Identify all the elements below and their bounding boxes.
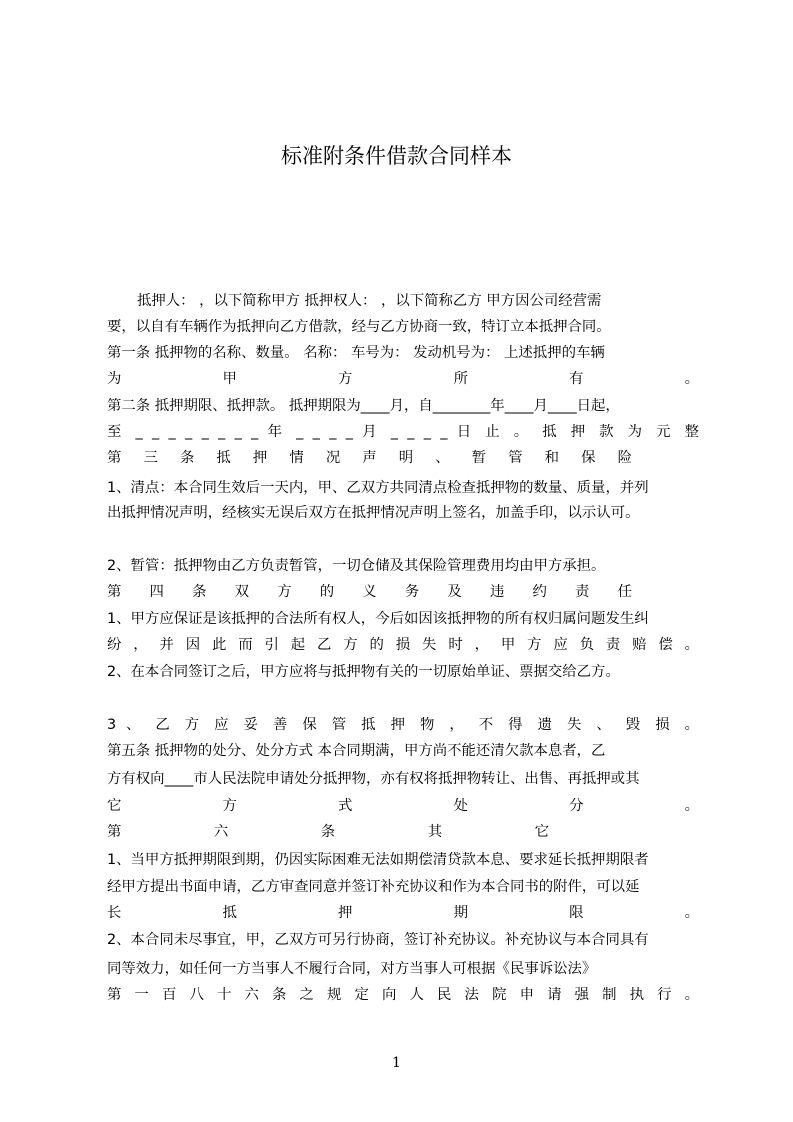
page-number: 1 [392,1055,401,1071]
article-3-heading: 第 三 条 抵 押 情 况 声 明 、 暂 管 和 保 险 [107,450,632,466]
body-line-8: 1、清点：本合同生效后一天内，甲、乙双方共同清点检查抵押物的数量、质量，并列 [107,480,649,496]
body-line-2: 要，以自有车辆作为抵押向乙方借款，经与乙方协商一致，特订立本抵押合同。 [107,319,611,335]
body-line-24: 同等效力，如任何一方当事人不履行合同，对方当事人可根据《民事诉讼法》 [107,961,597,977]
body-line-17: 方有权向____市人民法院申请处分抵押物，亦有权将抵押物转让、出售、再抵押或其 [107,771,640,787]
body-line-10: 2、暂管：抵押物由乙方负责暂管，一切仓储及其保险管理费用均由甲方承担。 [107,558,606,574]
body-line-25: 第 一 百 八 十 六 条 之 规 定 向 人 民 法 院 申 请 强 制 执 行 。 [107,987,699,1003]
body-line-3: 第一条 抵押物的名称、数量。 名称： 车号为： 发动机号为： 上述抵押的车辆 [107,345,605,361]
article-5-line: 第五条 抵押物的处分、处分方式 本合同期满，甲方尚不能还清欠款本息者，乙 [107,743,606,759]
body-line-22: 长 抵 押 期 限 。 [107,905,699,921]
body-line-9: 出抵押情况声明，经核实无误后双方在抵押情况声明上签名，加盖手印，以示认可。 [107,505,640,521]
body-line-4: 为 甲 方 所 有 。 [107,371,699,387]
body-line-12: 1、甲方应保证是该抵押的合法所有权人，今后如因该抵押物的所有权归属问题发生纠 [107,611,649,627]
body-line-13: 纷 ， 并 因 此 而 引 起 乙 方 的 损 失 时 ， 甲 方 应 负 责 赔 偿 。 [107,637,699,653]
body-line-5: 第二条 抵押期限、抵押款。 抵押期限为____月，自________年____月____日起， [107,398,620,414]
article-6-heading: 第 六 条 其 它 [107,824,549,840]
body-line-6: 至 _ _ _ _ _ _ _ _ 年 _ _ _ _ 月 _ _ _ _ 日 止 。 抵 押 款 为 元 整 [107,424,699,440]
article-4-heading: 第 四 条 双 方 的 义 务 及 违 约 责 任 [107,584,632,600]
body-line-18: 它 方 式 处 分 。 [107,798,699,814]
body-line-23: 2、本合同未尽事宜，甲，乙双方可另行协商，签订补充协议。补充协议与本合同具有 [107,932,649,948]
body-line-15: 3 、 乙 方 应 妥 善 保 管 抵 押 物 ， 不 得 遗 失 、 毁 损 。 [107,717,699,733]
document-title: 标准附条件借款合同样本 [281,144,512,168]
body-line-14: 2、在本合同签订之后，甲方应将与抵押物有关的一切原始单证、票据交给乙方。 [107,664,620,680]
body-line-20: 1、当甲方抵押期限到期，仍因实际困难无法如期偿清贷款本息、要求延长抵押期限者 [107,852,649,868]
body-line-1: 抵押人： ，以下简称甲方 抵押权人： ，以下简称乙方 甲方因公司经营需 [137,293,602,309]
body-line-21: 经甲方提出书面申请，乙方审查同意并签订补充协议和作为本合同书的附件，可以延 [107,879,640,895]
